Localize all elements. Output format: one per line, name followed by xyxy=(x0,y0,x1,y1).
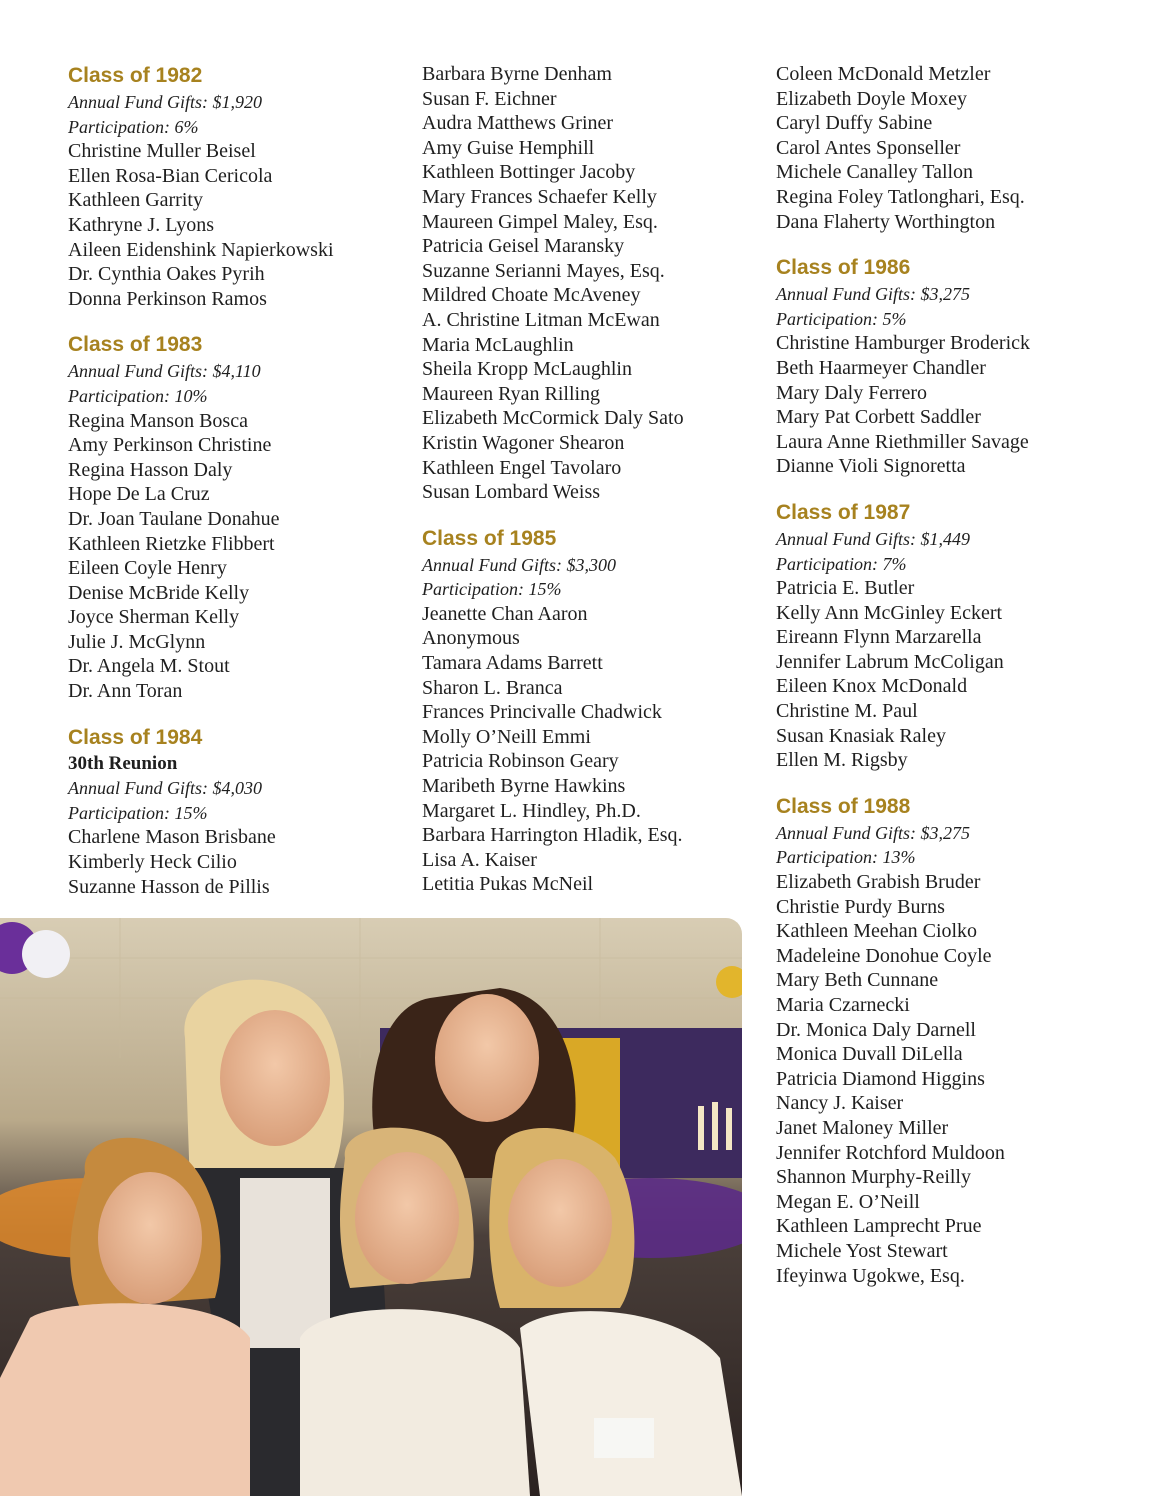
donor-name: Aileen Eidenshink Napierkowski xyxy=(68,238,334,261)
donor-name: Kathleen Bottinger Jacoby xyxy=(422,161,636,184)
class-section xyxy=(68,724,398,900)
donor-name: Kathleen Garrity xyxy=(68,189,203,212)
donor-name: Tamara Adams Barrett xyxy=(422,652,603,675)
class-section xyxy=(68,62,398,311)
donor-name: Madeleine Donohue Coyle xyxy=(776,944,992,967)
donor-name: Christine Muller Beisel xyxy=(68,140,256,163)
class-section xyxy=(776,499,1126,773)
donor-name: Michele Canalley Tallon xyxy=(776,161,974,184)
donor-name: Amy Guise Hemphill xyxy=(422,136,595,159)
donor-name: Eileen Coyle Henry xyxy=(68,557,227,580)
class-section xyxy=(422,525,752,897)
participation: Participation: 13% xyxy=(776,847,916,868)
donor-name: A. Christine Litman McEwan xyxy=(422,308,660,331)
donor-name: Coleen McDonald Metzler xyxy=(776,63,991,85)
donor-name: Dr. Angela M. Stout xyxy=(68,655,230,678)
donor-name: Michele Yost Stewart xyxy=(776,1239,948,1262)
donor-name: Mary Daly Ferrero xyxy=(776,381,928,404)
donor-name: Elizabeth McCormick Daly Sato xyxy=(422,407,684,430)
donor-name: Regina Manson Bosca xyxy=(68,409,248,432)
donor-name: Christine M. Paul xyxy=(776,700,918,723)
donor-name: Christie Purdy Burns xyxy=(776,895,945,918)
donor-name: Dr. Cynthia Oakes Pyrih xyxy=(68,263,265,286)
donor-name: Carol Antes Sponseller xyxy=(776,136,961,159)
class-heading: Class of 1988 xyxy=(776,794,911,818)
donor-name: Jennifer Labrum McColigan xyxy=(776,650,1004,673)
annual-fund-gifts: Annual Fund Gifts: $1,449 xyxy=(776,528,970,549)
donor-name: Kimberly Heck Cilio xyxy=(68,851,237,874)
donor-name: Barbara Harrington Hladik, Esq. xyxy=(422,824,683,847)
donor-name: Maria McLaughlin xyxy=(422,333,574,356)
donor-name: Jeanette Chan Aaron xyxy=(422,602,588,625)
donor-name: Ifeyinwa Ugokwe, Esq. xyxy=(776,1264,965,1287)
donor-name: Kathleen Rietzke Flibbert xyxy=(68,532,275,555)
donor-name: Suzanne Hasson de Pillis xyxy=(68,875,270,898)
donor-name: Kathleen Meehan Ciolko xyxy=(776,920,978,943)
donor-name: Dr. Monica Daly Darnell xyxy=(776,1018,976,1041)
donor-name: Susan Lombard Weiss xyxy=(422,481,601,504)
donor-name: Beth Haarmeyer Chandler xyxy=(776,356,986,379)
donor-name: Kathleen Lamprecht Prue xyxy=(776,1215,982,1238)
annual-fund-gifts: Annual Fund Gifts: $1,920 xyxy=(68,92,262,112)
donor-name: Mary Pat Corbett Saddler xyxy=(776,406,981,429)
donor-name: Susan Knasiak Raley xyxy=(776,724,946,747)
donor-name: Sharon L. Branca xyxy=(422,676,563,699)
participation: Participation: 10% xyxy=(68,385,208,406)
donor-name: Patricia E. Butler xyxy=(776,577,915,600)
donor-name: Audra Matthews Griner xyxy=(422,112,614,135)
donor-name: Donna Perkinson Ramos xyxy=(68,287,267,310)
donor-name: Kristin Wagoner Shearon xyxy=(422,431,625,454)
annual-fund-gifts: Annual Fund Gifts: $4,110 xyxy=(68,361,261,382)
donor-name: Dr. Ann Toran xyxy=(68,680,183,703)
class-heading: Class of 1987 xyxy=(776,500,911,524)
donor-name: Shannon Murphy-Reilly xyxy=(776,1166,971,1189)
donor-name: Denise McBride Kelly xyxy=(68,581,250,604)
column-2 xyxy=(422,62,752,917)
donor-name: Sheila Kropp McLaughlin xyxy=(422,358,632,381)
donor-name: Letitia Pukas McNeil xyxy=(422,873,594,896)
donor-name: Eileen Knox McDonald xyxy=(776,675,968,698)
donor-name: Regina Foley Tatlonghari, Esq. xyxy=(776,185,1025,208)
donor-name: Frances Princivalle Chadwick xyxy=(422,701,662,724)
donor-name: Monica Duvall DiLella xyxy=(776,1043,963,1066)
donor-name: Caryl Duffy Sabine xyxy=(776,112,933,135)
column-1 xyxy=(68,62,398,919)
reunion-label: 30th Reunion xyxy=(68,752,178,774)
donor-name: Maribeth Byrne Hawkins xyxy=(422,775,626,798)
class-section xyxy=(776,254,1126,479)
donor-name: Molly O’Neill Emmi xyxy=(422,725,591,748)
donor-name: Charlene Mason Brisbane xyxy=(68,826,276,849)
donor-name: Nancy J. Kaiser xyxy=(776,1092,904,1115)
annual-fund-gifts: Annual Fund Gifts: $3,275 xyxy=(776,284,970,305)
class-section xyxy=(422,62,752,505)
donor-name: Laura Anne Riethmiller Savage xyxy=(776,430,1029,453)
class-section xyxy=(68,331,398,703)
donor-name: Megan E. O’Neill xyxy=(776,1190,920,1213)
donor-name: Barbara Byrne Denham xyxy=(422,63,612,85)
donor-name: Lisa A. Kaiser xyxy=(422,848,537,871)
donor-name: Patricia Robinson Geary xyxy=(422,750,619,773)
donor-name: Mildred Choate McAveney xyxy=(422,284,641,307)
donor-name: Dianne Violi Signoretta xyxy=(776,455,966,478)
donor-name: Susan F. Eichner xyxy=(422,87,557,110)
donor-name: Kelly Ann McGinley Eckert xyxy=(776,601,1003,624)
donor-name: Margaret L. Hindley, Ph.D. xyxy=(422,799,641,822)
donor-name: Dr. Joan Taulane Donahue xyxy=(68,507,280,530)
donor-name: Mary Frances Schaefer Kelly xyxy=(422,185,657,208)
donor-name: Amy Perkinson Christine xyxy=(68,434,272,457)
donor-name: Ellen Rosa-Bian Cericola xyxy=(68,164,273,187)
participation: Participation: 7% xyxy=(776,553,907,574)
donor-name: Eireann Flynn Marzarella xyxy=(776,626,982,649)
donor-name: Maureen Ryan Rilling xyxy=(422,382,601,405)
participation: Participation: 6% xyxy=(68,116,199,137)
annual-fund-gifts: Annual Fund Gifts: $4,030 xyxy=(68,778,262,799)
donor-name: Elizabeth Doyle Moxey xyxy=(776,87,968,110)
donor-name: Patricia Geisel Maransky xyxy=(422,235,625,258)
donor-name: Jennifer Rotchford Muldoon xyxy=(776,1141,1005,1164)
donor-name: Hope De La Cruz xyxy=(68,483,210,506)
class-section xyxy=(776,793,1126,1288)
donor-name: Maria Czarnecki xyxy=(776,994,910,1016)
class-heading: Class of 1983 xyxy=(68,333,203,357)
donor-name: Mary Beth Cunnane xyxy=(776,969,939,992)
donor-name: Kathleen Engel Tavolaro xyxy=(422,456,622,479)
class-heading: Class of 1985 xyxy=(422,526,557,550)
donor-name: Dana Flaherty Worthington xyxy=(776,210,996,233)
participation: Participation: 15% xyxy=(68,802,208,823)
donor-name: Anonymous xyxy=(422,627,520,650)
donor-name: Kathryne J. Lyons xyxy=(68,213,215,236)
donor-name: Joyce Sherman Kelly xyxy=(68,606,240,629)
donor-name: Regina Hasson Daly xyxy=(68,458,233,481)
donor-name: Ellen M. Rigsby xyxy=(776,749,908,772)
annual-fund-gifts: Annual Fund Gifts: $3,300 xyxy=(422,554,616,575)
donor-name: Christine Hamburger Broderick xyxy=(776,332,1031,355)
class-heading: Class of 1984 xyxy=(68,725,203,749)
class-heading: Class of 1986 xyxy=(776,256,911,280)
donor-name: Maureen Gimpel Maley, Esq. xyxy=(422,210,658,233)
annual-fund-gifts: Annual Fund Gifts: $3,275 xyxy=(776,822,970,843)
column-3 xyxy=(776,62,1126,1308)
donor-name: Elizabeth Grabish Bruder xyxy=(776,871,981,894)
class-heading: Class of 1982 xyxy=(68,64,203,87)
donor-name: Julie J. McGlynn xyxy=(68,630,206,653)
class-section xyxy=(776,62,1126,234)
donor-name: Janet Maloney Miller xyxy=(776,1116,949,1139)
reunion-group-photo xyxy=(0,918,742,1496)
participation: Participation: 15% xyxy=(422,579,562,600)
donor-name: Suzanne Serianni Mayes, Esq. xyxy=(422,259,665,282)
participation: Participation: 5% xyxy=(776,308,907,329)
donor-name: Patricia Diamond Higgins xyxy=(776,1067,985,1090)
